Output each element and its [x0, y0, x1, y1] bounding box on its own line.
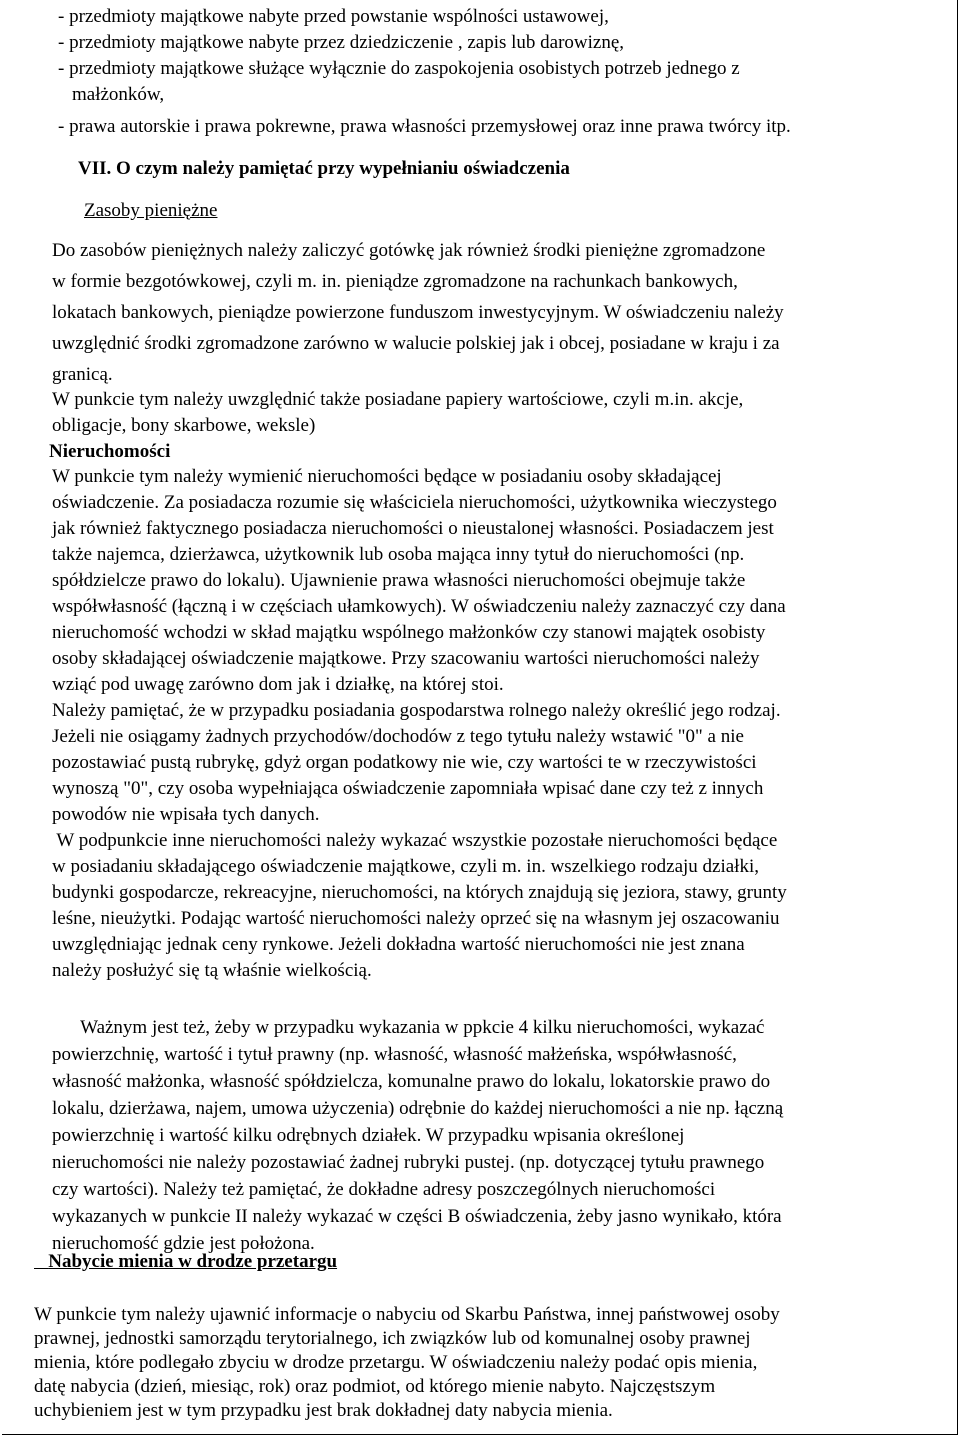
list-item: - przedmioty majątkowe służące wyłącznie do zaspokojenia osobistych potrzeb jednego z [58, 58, 740, 79]
paragraph-zasoby [52, 235, 784, 390]
paragraph-papiery [52, 387, 743, 439]
text-line: powierzchnię i wartość kilku odrębnych działek. W przypadku wpisania określonej [52, 1125, 685, 1146]
text-line: lokatach bankowych, pieniądze powierzone funduszom inwestycyjnym. W oświadczeniu należy [52, 302, 784, 323]
text-line: obligacje, bony skarbowe, weksle) [52, 415, 316, 436]
text-line: jak również faktycznego posiadacza nieruchomości o nieustalonej własności. Posiadaczem jest [52, 518, 774, 539]
text-line: wykazanych w punkcie II należy wykazać w części B oświadczenia, żeby jasno wynikało, która [52, 1206, 782, 1227]
text-line: nieruchomość gdzie jest położona. [52, 1233, 315, 1254]
text-line: w formie bezgotówkowej, czyli m. in. pieniądze zgromadzone na rachunkach bankowych, [52, 271, 738, 292]
text-line: W punkcie tym należy wymienić nieruchomości będące w posiadaniu osoby składającej [52, 466, 722, 487]
text-line: Ważnym jest też, żeby w przypadku wykazania w ppkcie 4 kilku nieruchomości, wykazać [52, 1017, 765, 1038]
paragraph-nieruchomosci [52, 464, 787, 984]
text-line: oświadczenie. Za posiadacza rozumie się właściciela nieruchomości, użytkownika wieczystego [52, 492, 777, 513]
text-line: prawnej, jednostki samorządu terytorialnego, ich związków lub od komunalnej osoby prawnej [34, 1328, 751, 1349]
text-line: W podpunkcie inne nieruchomości należy wykazać wszystkie pozostałe nieruchomości będące [52, 830, 778, 851]
text-line: współwłasność (łączną i w częściach ułamkowych). W oświadczeniu należy zaznaczyć czy dana [52, 596, 786, 617]
list-item: małżonków, [72, 84, 165, 105]
paragraph-waznym [52, 1014, 783, 1257]
text-line: należy posłużyć się tą właśnie wielkością. [52, 960, 372, 981]
text-line: powodów nie wpisała tych danych. [52, 804, 320, 825]
text-line: Jeżeli nie osiągamy żadnych przychodów/dochodów z tego tytułu należy wstawić "0" a nie [52, 726, 744, 747]
text-line: wynoszą "0", czy osoba wypełniająca oświadczenie zapomniała wpisać dane czy też z innych [52, 778, 764, 799]
text-line: uwzględnić środki zgromadzone zarówno w walucie polskiej jak i obcej, posiadane w kraju i za [52, 333, 780, 354]
text-line: Do zasobów pieniężnych należy zaliczyć gotówkę jak również środki pieniężne zgromadzone [52, 240, 766, 261]
text-line: uchybieniem jest w tym przypadku jest brak dokładnej daty nabycia mienia. [34, 1400, 613, 1421]
heading-underline-lead [34, 1251, 48, 1272]
list-item: - przedmioty majątkowe nabyte przed powstanie wspólności ustawowej, [58, 6, 609, 27]
text-line: osoby składającej oświadczenie majątkowe. Przy szacowaniu wartości nieruchomości należy [52, 648, 760, 669]
text-line: lokalu, dzierżawa, najem, umowa użyczenia) odrębnie do każdej nieruchomości a nie np. łączną [52, 1098, 784, 1119]
text-line: własność małżonka, własność spółdzielcza, komunalne prawo do lokalu, lokatorskie prawo do [52, 1071, 771, 1092]
text-line: budynki gospodarcze, rekreacyjne, nieruchomości, na których znajdują się jeziora, stawy, grunty [52, 882, 787, 903]
text-line: W punkcie tym należy ujawnić informacje o nabyciu od Skarbu Państwa, innej państwowej osoby [34, 1304, 780, 1325]
text-line: nieruchomość wchodzi w skład majątku wspólnego małżonków czy stanowi majątek osobisty [52, 622, 766, 643]
subheading-zasoby: Zasoby pieniężne [84, 200, 218, 221]
paragraph-nabycie [34, 1303, 780, 1423]
subheading-nieruchomosci: Nieruchomości [49, 441, 171, 462]
text-line: czy wartości). Należy też pamiętać, że dokładne adresy poszczególnych nieruchomości [52, 1179, 716, 1200]
text-line: granicą. [52, 364, 113, 385]
text-line: W punkcie tym należy uwzględnić także posiadane papiery wartościowe, czyli m.in. akcje, [52, 389, 744, 410]
text-line: w posiadaniu składającego oświadczenie majątkowe, czyli m. in. wszelkiego rodzaju działki, [52, 856, 759, 877]
text-line: spółdzielcze prawo do lokalu). Ujawnienie prawa własności nieruchomości obejmuje także [52, 570, 746, 591]
section-heading: VII. O czym należy pamiętać przy wypełnianiu oświadczenia [78, 158, 570, 179]
text-line: datę nabycia (dzień, miesiąc, rok) oraz podmiot, od którego mienie nabyto. Najczęstszym [34, 1376, 716, 1397]
text-line: leśne, nieużytki. Podając wartość nieruchomości należy oprzeć się na własnym jej oszacowaniu [52, 908, 780, 929]
asset-exclusion-list [58, 4, 791, 140]
list-item: - prawa autorskie i prawa pokrewne, prawa własności przemysłowej oraz inne prawa twórcy itp. [58, 116, 791, 137]
text-line: wziąć pod uwagę zarówno dom jak i działkę, na której stoi. [52, 674, 504, 695]
subheading-nabycie-text: Nabycie mienia w drodze przetargu [48, 1251, 338, 1272]
text-line: pozostawiać pustą rubrykę, gdyż organ podatkowy nie wie, czy wartości te w rzeczywistości [52, 752, 757, 773]
list-item: - przedmioty majątkowe nabyte przez dziedziczenie , zapis lub darowiznę, [58, 32, 625, 53]
text-line: Należy pamiętać, że w przypadku posiadania gospodarstwa rolnego należy określić jego rodzaj. [52, 700, 781, 721]
text-line: mienia, które podlegało zbyciu w drodze przetargu. W oświadczeniu należy podać opis mienia, [34, 1352, 758, 1373]
text-line: także najemca, dzierżawca, użytkownik lub osoba mająca inny tytuł do nieruchomości (np. [52, 544, 745, 565]
subheading-nabycie [34, 1249, 337, 1275]
text-line: uwzględniając jednak ceny rynkowe. Jeżeli dokładna wartość nieruchomości nie jest znana [52, 934, 745, 955]
text-line: nieruchomości nie należy pozostawiać żadnej rubryki pustej. (np. dotyczącej tytułu prawnego [52, 1152, 765, 1173]
text-line: powierzchnię, wartość i tytuł prawny (np. własność, własność małżeńska, współwłasność, [52, 1044, 737, 1065]
